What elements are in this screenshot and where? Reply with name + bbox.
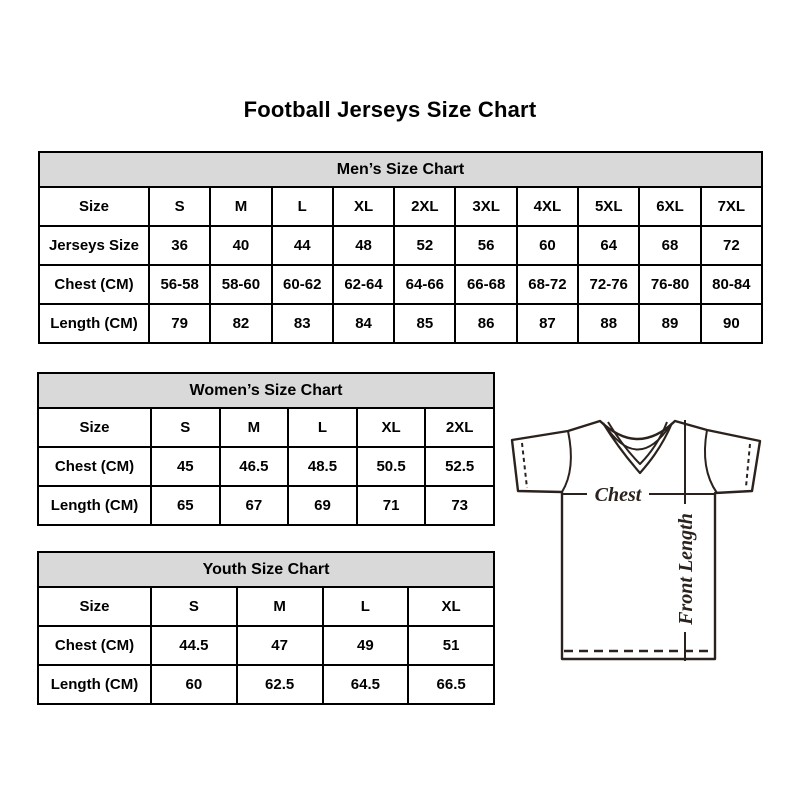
value-cell: 65 xyxy=(151,486,220,525)
value-cell: S xyxy=(149,187,210,226)
value-cell: 2XL xyxy=(394,187,455,226)
page-title: Football Jerseys Size Chart xyxy=(243,97,537,122)
value-cell: 86 xyxy=(455,304,516,343)
right-cuff-dashed-line xyxy=(746,444,750,487)
row-label-cell: Size xyxy=(39,187,149,226)
value-cell: 48 xyxy=(333,226,394,265)
value-cell: 64.5 xyxy=(323,665,409,704)
jersey-measurement-diagram xyxy=(503,407,773,669)
value-cell: 50.5 xyxy=(357,447,426,486)
table-row xyxy=(38,665,494,704)
value-cell: 5XL xyxy=(578,187,639,226)
table-row xyxy=(39,304,762,343)
row-label-cell: Size xyxy=(38,408,151,447)
row-label-cell: Length (CM) xyxy=(38,665,151,704)
row-label-cell: Chest (CM) xyxy=(38,447,151,486)
womens-size-table xyxy=(37,372,495,526)
value-cell: XL xyxy=(408,587,494,626)
left-cuff-dashed-line xyxy=(522,443,527,488)
value-cell: S xyxy=(151,587,237,626)
table-title-row xyxy=(38,373,494,408)
mens-size-table xyxy=(38,151,763,344)
value-cell: XL xyxy=(357,408,426,447)
value-cell: 68 xyxy=(639,226,700,265)
value-cell: 2XL xyxy=(425,408,494,447)
value-cell: 4XL xyxy=(517,187,578,226)
value-cell: 49 xyxy=(323,626,409,665)
value-cell: 52.5 xyxy=(425,447,494,486)
value-cell: 67 xyxy=(220,486,289,525)
chest-label: Chest xyxy=(594,484,642,506)
value-cell: 47 xyxy=(237,626,323,665)
jersey-diagram-svg xyxy=(503,407,773,669)
value-cell: 60 xyxy=(517,226,578,265)
value-cell: 66-68 xyxy=(455,265,516,304)
front-length-label: Front Length xyxy=(675,513,697,625)
table-row xyxy=(38,408,494,447)
value-cell: 87 xyxy=(517,304,578,343)
row-label-cell: Length (CM) xyxy=(38,486,151,525)
table-title: Women’s Size Chart xyxy=(38,373,494,408)
value-cell: 90 xyxy=(701,304,762,343)
table-title: Men’s Size Chart xyxy=(39,152,762,187)
value-cell: 40 xyxy=(210,226,271,265)
youth-size-table xyxy=(37,551,495,705)
value-cell: 88 xyxy=(578,304,639,343)
value-cell: 71 xyxy=(357,486,426,525)
value-cell: L xyxy=(323,587,409,626)
value-cell: 62.5 xyxy=(237,665,323,704)
value-cell: 72-76 xyxy=(578,265,639,304)
left-armhole-seam xyxy=(562,431,571,492)
value-cell: 44 xyxy=(272,226,333,265)
table-row xyxy=(38,447,494,486)
table-row xyxy=(38,587,494,626)
table-row xyxy=(38,626,494,665)
value-cell: M xyxy=(220,408,289,447)
table-title-row xyxy=(38,552,494,587)
value-cell: 60-62 xyxy=(272,265,333,304)
value-cell: 68-72 xyxy=(517,265,578,304)
value-cell: 58-60 xyxy=(210,265,271,304)
value-cell: 72 xyxy=(701,226,762,265)
value-cell: 64 xyxy=(578,226,639,265)
row-label-cell: Chest (CM) xyxy=(39,265,149,304)
row-label-cell: Length (CM) xyxy=(39,304,149,343)
value-cell: L xyxy=(272,187,333,226)
value-cell: 45 xyxy=(151,447,220,486)
value-cell: 46.5 xyxy=(220,447,289,486)
value-cell: 48.5 xyxy=(288,447,357,486)
value-cell: 66.5 xyxy=(408,665,494,704)
value-cell: 36 xyxy=(149,226,210,265)
value-cell: 73 xyxy=(425,486,494,525)
value-cell: 56-58 xyxy=(149,265,210,304)
table-row xyxy=(38,486,494,525)
value-cell: 69 xyxy=(288,486,357,525)
table-row xyxy=(39,265,762,304)
value-cell: 82 xyxy=(210,304,271,343)
value-cell: 6XL xyxy=(639,187,700,226)
value-cell: 76-80 xyxy=(639,265,700,304)
table-row xyxy=(39,226,762,265)
value-cell: 84 xyxy=(333,304,394,343)
value-cell: 51 xyxy=(408,626,494,665)
value-cell: 85 xyxy=(394,304,455,343)
row-label-cell: Size xyxy=(38,587,151,626)
value-cell: 3XL xyxy=(455,187,516,226)
jersey-outline xyxy=(512,421,760,659)
value-cell: 79 xyxy=(149,304,210,343)
value-cell: 83 xyxy=(272,304,333,343)
table-title: Youth Size Chart xyxy=(38,552,494,587)
value-cell: 80-84 xyxy=(701,265,762,304)
value-cell: XL xyxy=(333,187,394,226)
row-label-cell: Jerseys Size xyxy=(39,226,149,265)
value-cell: 7XL xyxy=(701,187,762,226)
table-row xyxy=(39,187,762,226)
value-cell: L xyxy=(288,408,357,447)
value-cell: 52 xyxy=(394,226,455,265)
value-cell: 56 xyxy=(455,226,516,265)
value-cell: M xyxy=(210,187,271,226)
right-armhole-seam xyxy=(705,430,717,493)
value-cell: 62-64 xyxy=(333,265,394,304)
value-cell: 44.5 xyxy=(151,626,237,665)
row-label-cell: Chest (CM) xyxy=(38,626,151,665)
value-cell: 64-66 xyxy=(394,265,455,304)
value-cell: S xyxy=(151,408,220,447)
value-cell: 89 xyxy=(639,304,700,343)
value-cell: M xyxy=(237,587,323,626)
table-title-row xyxy=(39,152,762,187)
value-cell: 60 xyxy=(151,665,237,704)
